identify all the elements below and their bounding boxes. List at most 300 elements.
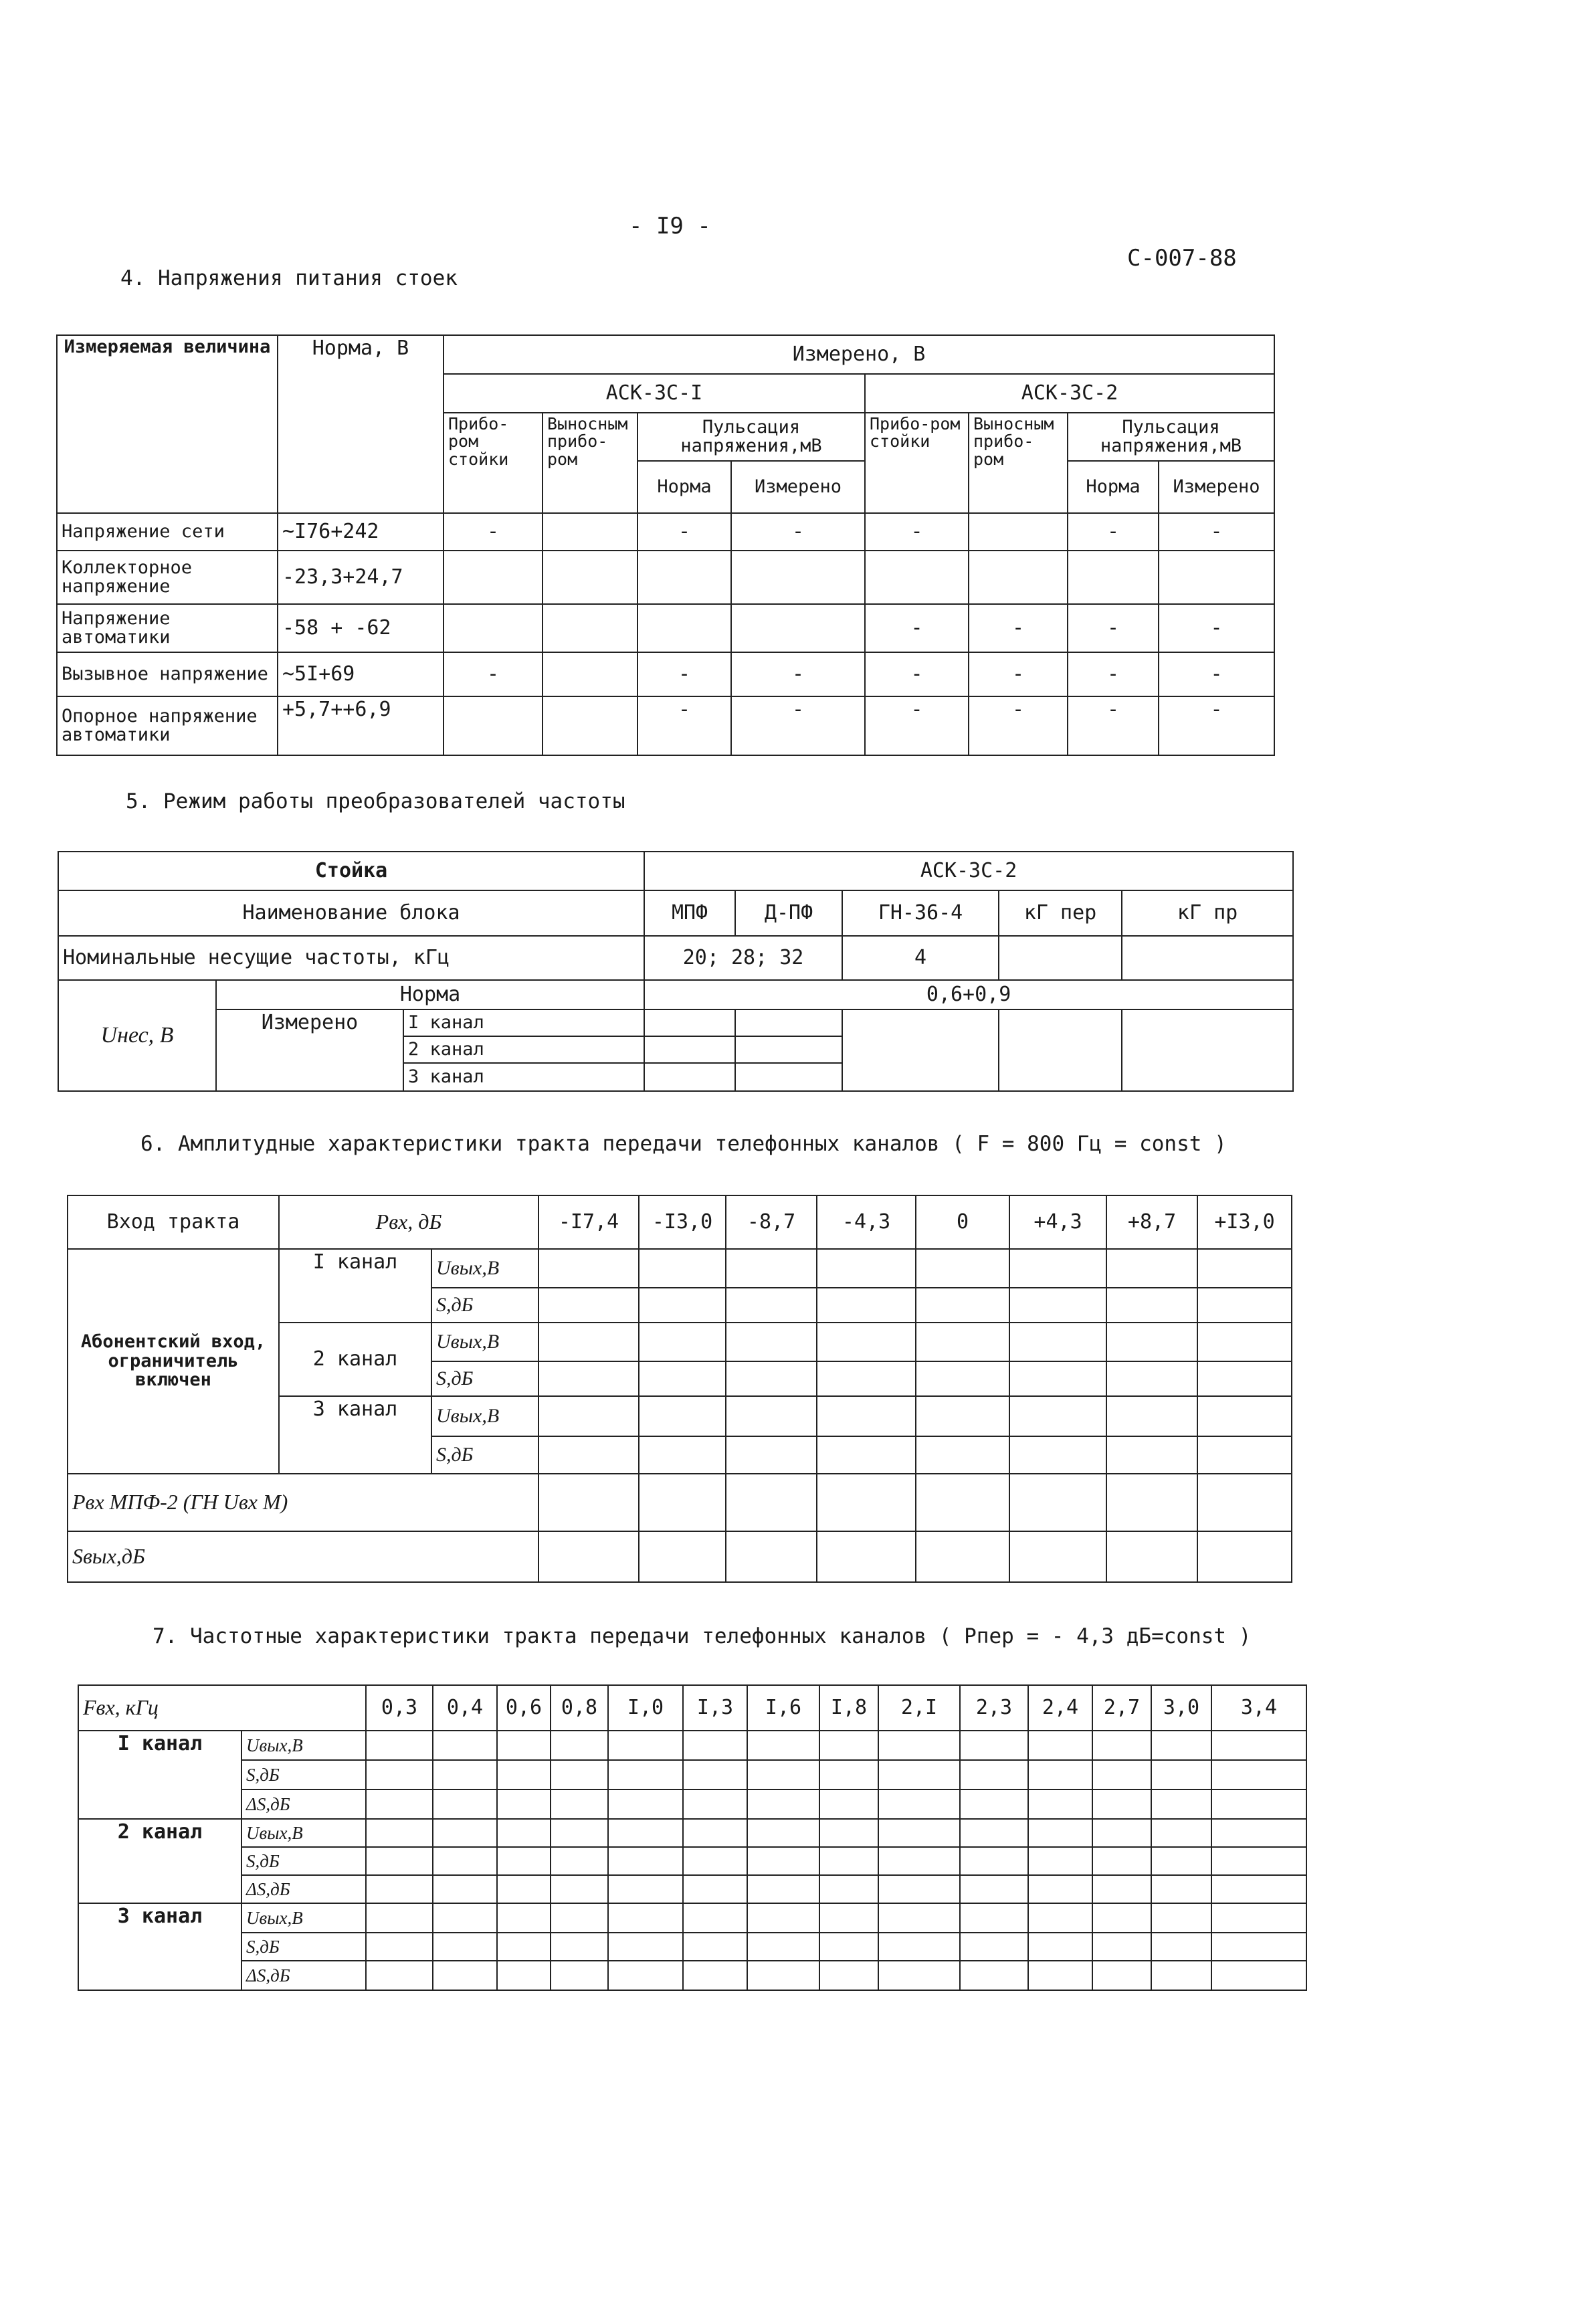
table-cell (551, 1847, 608, 1875)
cell (731, 604, 865, 652)
cell (543, 652, 637, 696)
table-cell (433, 1903, 497, 1933)
row-norm: ~5I+69 (278, 652, 444, 696)
cell (1122, 1009, 1293, 1091)
table-cell (639, 1249, 726, 1288)
table-cell (960, 1760, 1028, 1789)
table-cell (726, 1436, 817, 1474)
freq: 0,6 (497, 1685, 551, 1731)
table-cell (433, 1933, 497, 1961)
table-cell (1009, 1249, 1106, 1288)
cell (969, 513, 1068, 551)
table-cell (1106, 1474, 1197, 1531)
cell: - (865, 604, 969, 652)
table-cell (1106, 1323, 1197, 1361)
table-cell (1106, 1288, 1197, 1323)
table-cell (608, 1819, 683, 1847)
table-cell (1092, 1961, 1151, 1990)
s-db-label: S,дБ (431, 1288, 538, 1323)
header-ask-3c-1: АСК-3С-I (444, 374, 865, 413)
freq: 0,3 (366, 1685, 433, 1731)
table-cell (1211, 1933, 1306, 1961)
table-cell (608, 1875, 683, 1903)
table-cell (878, 1903, 960, 1933)
table-cell (497, 1933, 551, 1961)
table-cell (819, 1789, 878, 1819)
table-cell (878, 1961, 960, 1990)
table-cell (366, 1847, 433, 1875)
level: -8,7 (726, 1195, 817, 1249)
cell (1068, 551, 1159, 604)
table-cell (683, 1760, 747, 1789)
table-cell (1151, 1903, 1211, 1933)
cell: - (444, 513, 543, 551)
table-cell (683, 1961, 747, 1990)
freq: 2,3 (960, 1685, 1028, 1731)
channel-3: 3 канал (403, 1063, 644, 1091)
freq: 2,I (878, 1685, 960, 1731)
level: -I7,4 (538, 1195, 639, 1249)
cell: - (1068, 696, 1159, 755)
table-cell (1151, 1789, 1211, 1819)
table-cell (1197, 1288, 1292, 1323)
table-cell (1028, 1819, 1092, 1847)
block-gn-36-4: ГН-36-4 (842, 890, 999, 936)
table-cell (1197, 1474, 1292, 1531)
cell (999, 936, 1122, 980)
table-cell (639, 1474, 726, 1531)
table-cell (817, 1396, 916, 1436)
amplitude-characteristics-table (67, 1195, 1292, 1583)
table-cell (1151, 1933, 1211, 1961)
table-cell (817, 1531, 916, 1582)
freq: I,0 (608, 1685, 683, 1731)
cell: - (731, 513, 865, 551)
table-cell (497, 1903, 551, 1933)
param-uvyx: Uвых,В (241, 1903, 366, 1933)
table-cell (916, 1288, 1009, 1323)
table-cell (878, 1875, 960, 1903)
table-cell (497, 1961, 551, 1990)
table-cell (960, 1819, 1028, 1847)
table-cell (878, 1847, 960, 1875)
table-cell (878, 1933, 960, 1961)
section-5-title: 5. Режим работы преобразователей частоты (126, 789, 625, 813)
header-ripple-1: Пульсация напряжения,мВ (637, 413, 865, 461)
level: 0 (916, 1195, 1009, 1249)
param-ds: ΔS,дБ (241, 1961, 366, 1990)
cell: - (865, 652, 969, 696)
row-label: Опорное напряжение автоматики (57, 696, 278, 755)
freq: I,3 (683, 1685, 747, 1731)
table-cell (608, 1961, 683, 1990)
cell: - (865, 513, 969, 551)
table-cell (1211, 1789, 1306, 1819)
table-cell (366, 1760, 433, 1789)
header-ripple-2: Пульсация напряжения,мВ (1068, 413, 1274, 461)
frequency-characteristics-table (78, 1684, 1307, 1991)
level: -4,3 (817, 1195, 916, 1249)
table-cell (747, 1819, 819, 1847)
supply-voltage-table (56, 334, 1275, 756)
table-cell (1092, 1933, 1151, 1961)
norma-label: Норма (216, 980, 644, 1009)
table-cell (608, 1933, 683, 1961)
table-cell (551, 1731, 608, 1760)
header-remote-1: Выносным прибо-ром (543, 413, 637, 513)
table-cell (608, 1760, 683, 1789)
table-cell (497, 1875, 551, 1903)
cell: - (637, 513, 731, 551)
header-measured: Измерено, В (444, 335, 1274, 374)
table-cell (819, 1760, 878, 1789)
table-cell (747, 1875, 819, 1903)
table-cell (819, 1731, 878, 1760)
table-cell (817, 1474, 916, 1531)
page-number: - I9 - (629, 213, 711, 239)
table-cell (1151, 1731, 1211, 1760)
row-label: Коллекторное напряжение (57, 551, 278, 604)
table-cell (916, 1361, 1009, 1396)
block-kg-pr: кГ пр (1122, 890, 1293, 936)
table-cell (639, 1361, 726, 1396)
row-norm: ~I76+242 (278, 513, 444, 551)
table-cell (916, 1436, 1009, 1474)
table-cell (1028, 1961, 1092, 1990)
table-cell (1028, 1847, 1092, 1875)
table-cell (538, 1531, 639, 1582)
table-cell (1151, 1961, 1211, 1990)
table-cell (497, 1789, 551, 1819)
table-cell (366, 1961, 433, 1990)
row-label: Напряжение сети (57, 513, 278, 551)
table-cell (1211, 1731, 1306, 1760)
frequency-converter-table (58, 851, 1294, 1092)
table-cell (878, 1731, 960, 1760)
nominal-frequencies-label: Номинальные несущие частоты, кГц (58, 936, 644, 980)
cell: - (1068, 604, 1159, 652)
section-7-title: 7. Частотные характеристики тракта передачи телефонных каналов ( Pпер = - 4,3 дБ=const ) (153, 1624, 1252, 1648)
header-pvx: Pвх, дБ (279, 1195, 538, 1249)
table-cell (726, 1474, 817, 1531)
table-cell (433, 1760, 497, 1789)
table-cell (1009, 1323, 1106, 1361)
channel-1: I канал (403, 1009, 644, 1036)
row-norm: -23,3+24,7 (278, 551, 444, 604)
param-ds: ΔS,дБ (241, 1875, 366, 1903)
table-cell (819, 1961, 878, 1990)
table-cell (1092, 1760, 1151, 1789)
table-cell (1106, 1436, 1197, 1474)
table-cell (433, 1819, 497, 1847)
header-norma-2: Норма (1068, 461, 1159, 513)
table-cell (1092, 1819, 1151, 1847)
table-cell (726, 1531, 817, 1582)
cell: - (731, 696, 865, 755)
freq: I,8 (819, 1685, 878, 1731)
table-cell (1211, 1961, 1306, 1990)
table-cell (916, 1474, 1009, 1531)
table-cell (1211, 1847, 1306, 1875)
uvyx-label: Uвых,В (431, 1249, 538, 1288)
table-cell (1197, 1531, 1292, 1582)
header-block-name: Наименование блока (58, 890, 644, 936)
table-cell (551, 1819, 608, 1847)
uvyx-label: Uвых,В (431, 1396, 538, 1436)
cell (865, 551, 969, 604)
table-cell (366, 1819, 433, 1847)
table-cell (1106, 1396, 1197, 1436)
channel-1: I канал (78, 1731, 241, 1819)
cell (1122, 936, 1293, 980)
table-cell (551, 1875, 608, 1903)
level: -I3,0 (639, 1195, 726, 1249)
table-cell (1211, 1903, 1306, 1933)
table-cell (366, 1789, 433, 1819)
table-cell (538, 1323, 639, 1361)
table-cell (1028, 1903, 1092, 1933)
table-cell (1009, 1288, 1106, 1323)
cell (543, 513, 637, 551)
cell: - (444, 652, 543, 696)
header-rack: Стойка (58, 852, 644, 890)
table-cell (1151, 1819, 1211, 1847)
table-cell (608, 1731, 683, 1760)
cell: - (1159, 513, 1274, 551)
freq: 2,7 (1092, 1685, 1151, 1731)
table-cell (1028, 1789, 1092, 1819)
cell (735, 1036, 842, 1063)
param-ds: ΔS,дБ (241, 1789, 366, 1819)
cell (644, 1009, 735, 1036)
table-cell (1092, 1875, 1151, 1903)
table-cell (819, 1847, 878, 1875)
table-cell (538, 1436, 639, 1474)
table-cell (1151, 1847, 1211, 1875)
table-cell (1009, 1361, 1106, 1396)
table-cell (683, 1847, 747, 1875)
subscriber-input-group: Абонентский вход, ограничитель включен (68, 1249, 279, 1474)
header-norma-1: Норма (637, 461, 731, 513)
cell (644, 1036, 735, 1063)
table-cell (878, 1760, 960, 1789)
document-code: С-007-88 (1127, 245, 1237, 272)
cell: - (1068, 513, 1159, 551)
table-cell (817, 1249, 916, 1288)
cell: - (969, 652, 1068, 696)
cell (735, 1063, 842, 1091)
cell (444, 604, 543, 652)
table-cell (497, 1819, 551, 1847)
table-cell (608, 1903, 683, 1933)
table-cell (551, 1903, 608, 1933)
table-cell (747, 1961, 819, 1990)
table-cell (747, 1789, 819, 1819)
table-cell (683, 1819, 747, 1847)
table-cell (819, 1933, 878, 1961)
table-cell (726, 1288, 817, 1323)
section-6-title: 6. Амплитудные характеристики тракта передачи телефонных каналов ( F = 800 Гц = const ) (140, 1132, 1227, 1156)
header-device-2: Прибо-ром стойки (865, 413, 969, 513)
table-cell (366, 1731, 433, 1760)
table-cell (538, 1474, 639, 1531)
table-cell (726, 1249, 817, 1288)
header-ask-3c-2: АСК-3С-2 (865, 374, 1274, 413)
table-cell (1028, 1933, 1092, 1961)
cell (731, 551, 865, 604)
row-norm: +5,7++6,9 (278, 696, 444, 755)
param-uvyx: Uвых,В (241, 1731, 366, 1760)
table-cell (1092, 1847, 1151, 1875)
table-cell (433, 1875, 497, 1903)
row-norm: -58 + -62 (278, 604, 444, 652)
table-cell (366, 1933, 433, 1961)
freq: 0,4 (433, 1685, 497, 1731)
cell: - (1068, 652, 1159, 696)
cell (842, 1009, 999, 1091)
table-cell (747, 1933, 819, 1961)
table-cell (817, 1361, 916, 1396)
param-s: S,дБ (241, 1933, 366, 1961)
table-cell (639, 1288, 726, 1323)
block-d-pf: Д-ПФ (735, 890, 842, 936)
table-cell (1151, 1760, 1211, 1789)
uvyx-label: Uвых,В (431, 1323, 538, 1361)
freq: 3,4 (1211, 1685, 1306, 1731)
table-cell (747, 1760, 819, 1789)
cell (969, 551, 1068, 604)
table-cell (817, 1323, 916, 1361)
table-cell (683, 1903, 747, 1933)
header-input: Вход тракта (68, 1195, 279, 1249)
table-cell (726, 1396, 817, 1436)
table-cell (639, 1531, 726, 1582)
cell (444, 551, 543, 604)
table-cell (817, 1288, 916, 1323)
cell: - (637, 652, 731, 696)
cell: - (637, 696, 731, 755)
s-db-label: S,дБ (431, 1436, 538, 1474)
level: +4,3 (1009, 1195, 1106, 1249)
table-cell (1009, 1396, 1106, 1436)
param-s: S,дБ (241, 1760, 366, 1789)
unes-label: Uнес, В (58, 980, 216, 1091)
table-cell (1211, 1875, 1306, 1903)
cell: - (1159, 696, 1274, 755)
table-cell (551, 1789, 608, 1819)
cell (644, 1063, 735, 1091)
table-cell (960, 1847, 1028, 1875)
table-cell (1028, 1731, 1092, 1760)
table-cell (608, 1789, 683, 1819)
table-cell (497, 1731, 551, 1760)
table-cell (878, 1789, 960, 1819)
param-uvyx: Uвых,В (241, 1819, 366, 1847)
table-cell (1092, 1903, 1151, 1933)
table-cell (916, 1396, 1009, 1436)
cell: - (865, 696, 969, 755)
table-cell (683, 1789, 747, 1819)
table-cell (1106, 1531, 1197, 1582)
table-cell (639, 1323, 726, 1361)
cell (1159, 551, 1274, 604)
header-rack-value: АСК-3С-2 (644, 852, 1293, 890)
table-cell (683, 1875, 747, 1903)
freq: 0,8 (551, 1685, 608, 1731)
table-cell (878, 1819, 960, 1847)
channel-3: 3 канал (279, 1396, 431, 1474)
header-izm-2: Измерено (1159, 461, 1274, 513)
block-kg-per: кГ пер (999, 890, 1122, 936)
table-cell (960, 1731, 1028, 1760)
section-4-title: 4. Напряжения питания стоек (120, 266, 458, 290)
cell (543, 604, 637, 652)
nominal-gn: 4 (842, 936, 999, 980)
row-label: Вызывное напряжение (57, 652, 278, 696)
table-cell (960, 1961, 1028, 1990)
measured-label: Измерено (216, 1009, 403, 1091)
table-cell (747, 1903, 819, 1933)
freq: 2,4 (1028, 1685, 1092, 1731)
table-cell (1197, 1323, 1292, 1361)
row-svyx: Sвых,дБ (68, 1531, 538, 1582)
table-cell (819, 1819, 878, 1847)
table-cell (1028, 1875, 1092, 1903)
table-cell (1009, 1531, 1106, 1582)
table-cell (497, 1760, 551, 1789)
table-cell (538, 1361, 639, 1396)
freq: 3,0 (1151, 1685, 1211, 1731)
table-cell (538, 1396, 639, 1436)
cell: - (1159, 652, 1274, 696)
cell (543, 551, 637, 604)
table-cell (747, 1847, 819, 1875)
cell (444, 696, 543, 755)
table-cell (916, 1249, 1009, 1288)
table-cell (1197, 1249, 1292, 1288)
level: +I3,0 (1197, 1195, 1292, 1249)
header-remote-2: Выносным прибо-ром (969, 413, 1068, 513)
table-cell (538, 1288, 639, 1323)
table-cell (747, 1731, 819, 1760)
table-cell (538, 1249, 639, 1288)
channel-2: 2 канал (279, 1323, 431, 1396)
table-cell (960, 1903, 1028, 1933)
table-cell (433, 1789, 497, 1819)
cell: - (1159, 604, 1274, 652)
table-cell (726, 1323, 817, 1361)
table-cell (960, 1933, 1028, 1961)
cell (543, 696, 637, 755)
table-cell (433, 1847, 497, 1875)
table-cell (639, 1436, 726, 1474)
table-cell (1211, 1819, 1306, 1847)
table-cell (551, 1760, 608, 1789)
header-device-1: Прибо-ром стойки (444, 413, 543, 513)
table-cell (1197, 1436, 1292, 1474)
table-cell (1197, 1396, 1292, 1436)
table-cell (726, 1361, 817, 1396)
table-cell (366, 1903, 433, 1933)
table-cell (916, 1531, 1009, 1582)
table-cell (551, 1933, 608, 1961)
table-cell (817, 1436, 916, 1474)
table-cell (1106, 1361, 1197, 1396)
cell: - (731, 652, 865, 696)
row-pvx-mpf: Pвх МПФ-2 (ГН Uвх М) (68, 1474, 538, 1531)
cell (999, 1009, 1122, 1091)
table-cell (683, 1731, 747, 1760)
